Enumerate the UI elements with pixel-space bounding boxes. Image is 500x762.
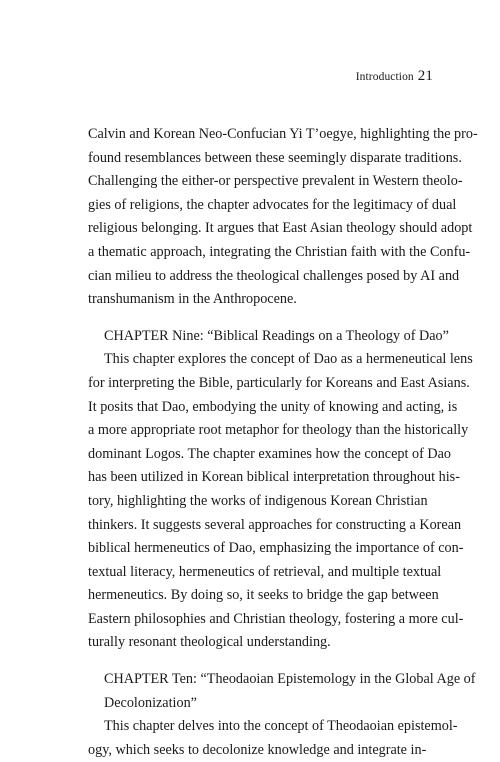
text-line: has been utilized in Korean biblical interpretation throughout his- (88, 469, 460, 486)
text-line: Eastern philosophies and Christian theology, fostering a more cul- (88, 610, 464, 627)
text-line: religious belonging. It argues that East Asian theology should adopt (88, 220, 473, 237)
text-line: This chapter delves into the concept of Theodaoian epistemol- (104, 718, 458, 735)
running-head (356, 68, 433, 85)
chapter-nine-summary (88, 348, 473, 655)
text-line: Challenging the either-or perspective prevalent in Western theolo- (88, 173, 463, 190)
text-line: biblical hermeneutics of Dao, emphasizing the importance of con- (88, 540, 464, 557)
heading-line: Decolonization” (104, 694, 197, 711)
text-line: turally resonant theological understanding. (88, 634, 331, 651)
text-line: a thematic approach, integrating the Christian faith with the Confu- (88, 243, 471, 260)
text-line: hermeneutics. By doing so, it seeks to bridge the gap between (88, 587, 439, 604)
text-line: a more appropriate root metaphor for theology than the historically (88, 422, 469, 439)
text-line: Calvin and Korean Neo-Confucian Yi T’oegye, highlighting the pro- (88, 126, 478, 142)
text-line: found resemblances between these seemingly disparate traditions. (88, 149, 462, 166)
chapter-ten-heading (88, 668, 476, 715)
text-line: This chapter explores the concept of Dao as a hermeneutical lens (104, 351, 473, 368)
running-head-title: Introduction (355, 71, 414, 83)
text-line: for interpreting the Bible, particularly for Koreans and East Asians. (88, 374, 470, 391)
text-line: gies of religions, the chapter advocates for the legitimacy of dual (88, 196, 457, 213)
heading-line: CHAPTER Nine: “Biblical Readings on a Theology of Dao” (104, 327, 449, 344)
chapter-ten-summary (88, 715, 458, 762)
paragraph-continuation (88, 123, 478, 312)
text-line: transhumanism in the Anthropocene. (88, 291, 297, 308)
text-line: textual literacy, hermeneutics of retrieval, and multiple textual (88, 563, 442, 580)
text-line: tory, highlighting the works of indigenous Korean Christian (88, 492, 428, 509)
text-line: dominant Logos. The chapter examines how the concept of Dao (88, 445, 451, 462)
text-line: It posits that Dao, embodying the unity of knowing and acting, is (88, 398, 458, 415)
text-line: ogy, which seeks to decolonize knowledge and integrate in- (88, 741, 427, 758)
text-line: thinkers. It suggests several approaches for constructing a Korean (88, 516, 462, 533)
heading-line: CHAPTER Ten: “Theodaoian Epistemology in the Global Age of (104, 671, 476, 688)
body-text (88, 123, 478, 762)
page-number: 21 (417, 68, 433, 84)
text-line: cian milieu to address the theological challenges posed by AI and (88, 267, 460, 284)
chapter-nine-heading (88, 325, 449, 349)
